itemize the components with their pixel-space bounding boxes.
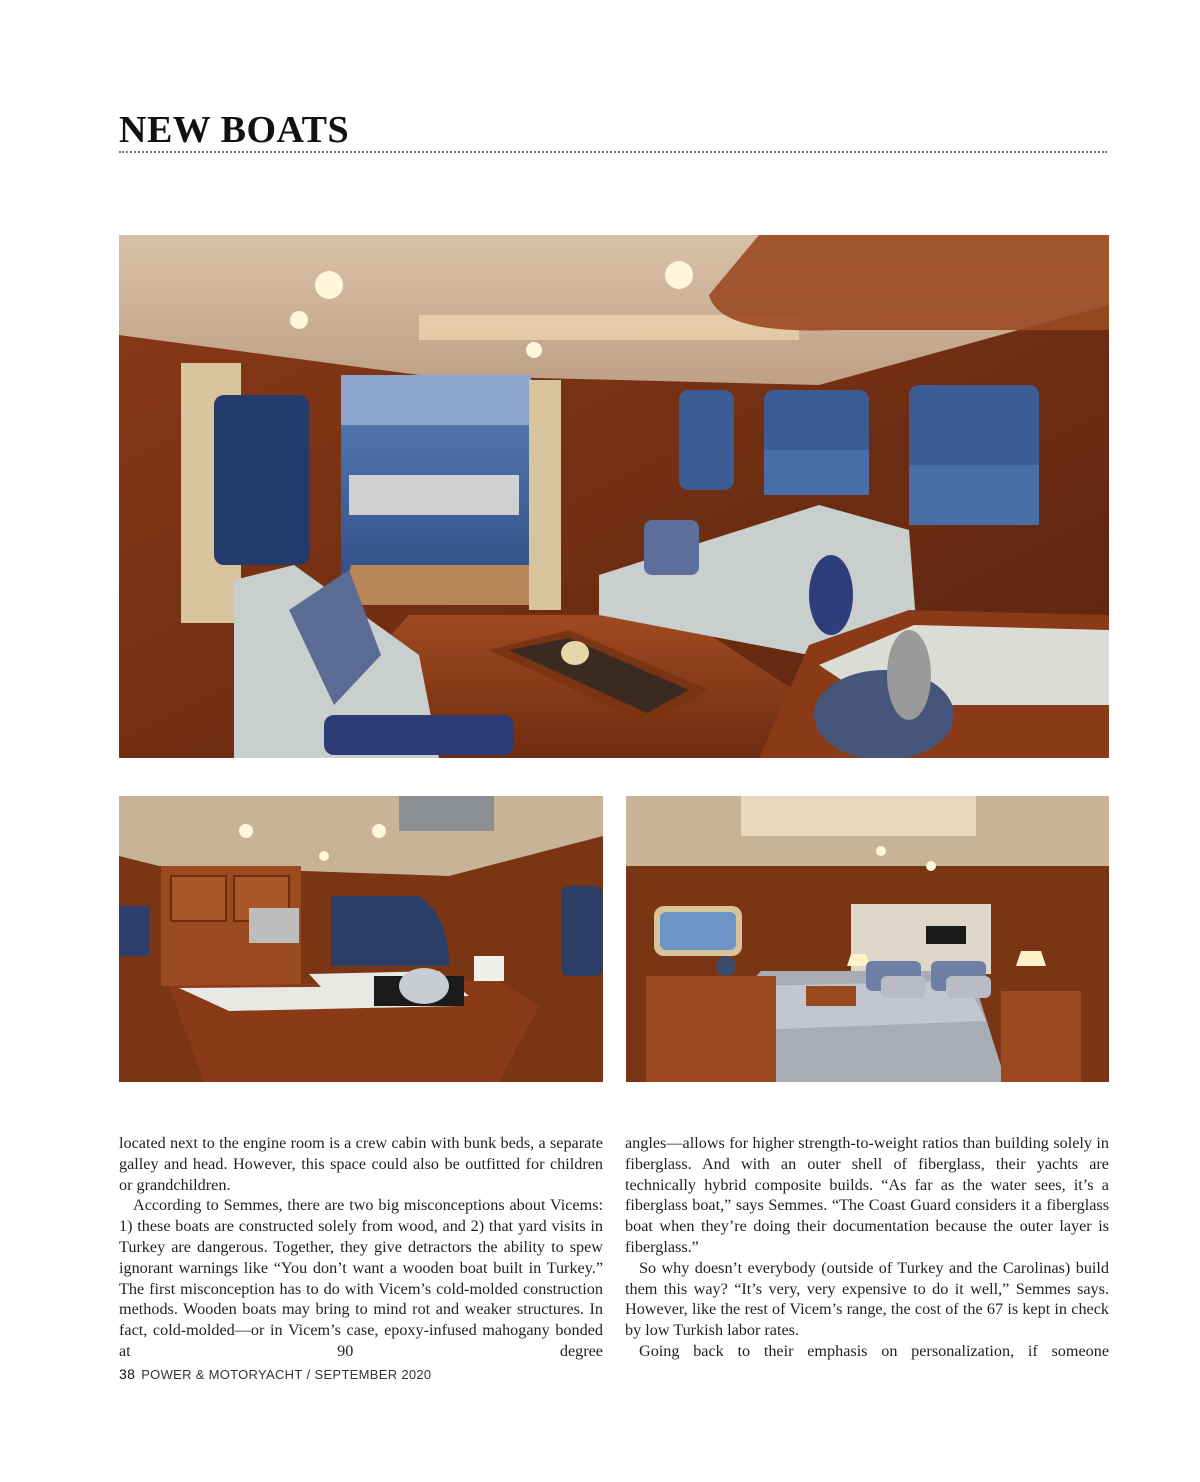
- stateroom-illustration: [626, 796, 1109, 1082]
- salon-photo: [119, 235, 1109, 758]
- salon-illustration: [119, 235, 1109, 758]
- body-paragraph: According to Semmes, there are two big misconceptions about Vicems: 1) these boats are constructed solely from wood, and 2) that yard visits in Turkey are dangerous. Together, they give detractors the ability to spew ignorant warnings like “You don’t want a wooden boat built in Turkey.” The first misconception has to do with Vicem’s cold-molded construction methods. Wooden boats may bring to mind rot and weaker structures. In fact, cold-molded—or in Vicem’s case, epoxy-infused mahogany bonded at 90 degree: [119, 1196, 603, 1360]
- body-paragraph: Going back to their emphasis on personalization, if someone: [639, 1341, 1109, 1360]
- section-title: NEW BOATS: [119, 109, 350, 151]
- body-paragraph: angles—allows for higher strength-to-weight ratios than building solely in fiberglass. And with an outer shell of fiberglass, their yachts are technically hybrid composite builds. “As far as the water sees, it’s a fiberglass boat,” says Semmes. “The Coast Guard considers it a fiberglass boat when they’re doing their documentation because the outer layer is fiberglass.”: [625, 1134, 1109, 1256]
- footer-separator: /: [306, 1367, 311, 1382]
- page-footer: [119, 1366, 431, 1382]
- body-paragraph: So why doesn’t everybody (outside of Turkey and the Carolinas) build them this way? “It’s very, very expensive to do it well,” Semmes says. However, like the rest of Vicem’s range, the cost of the 67 is kept in check by low Turkish labor rates.: [625, 1258, 1109, 1340]
- body-column-right: [625, 1133, 1109, 1362]
- dotted-rule: [119, 151, 1107, 153]
- galley-photo: [119, 796, 603, 1082]
- body-column-left: [119, 1133, 603, 1362]
- issue-date: SEPTEMBER 2020: [314, 1367, 432, 1382]
- galley-illustration: [119, 796, 603, 1082]
- page-number: 38: [119, 1366, 136, 1382]
- stateroom-photo: [626, 796, 1109, 1082]
- publication-name: POWER & MOTORYACHT: [141, 1367, 303, 1382]
- body-paragraph: located next to the engine room is a crew cabin with bunk beds, a separate galley and head. However, this space could also be outfitted for children or grandchildren.: [119, 1134, 603, 1194]
